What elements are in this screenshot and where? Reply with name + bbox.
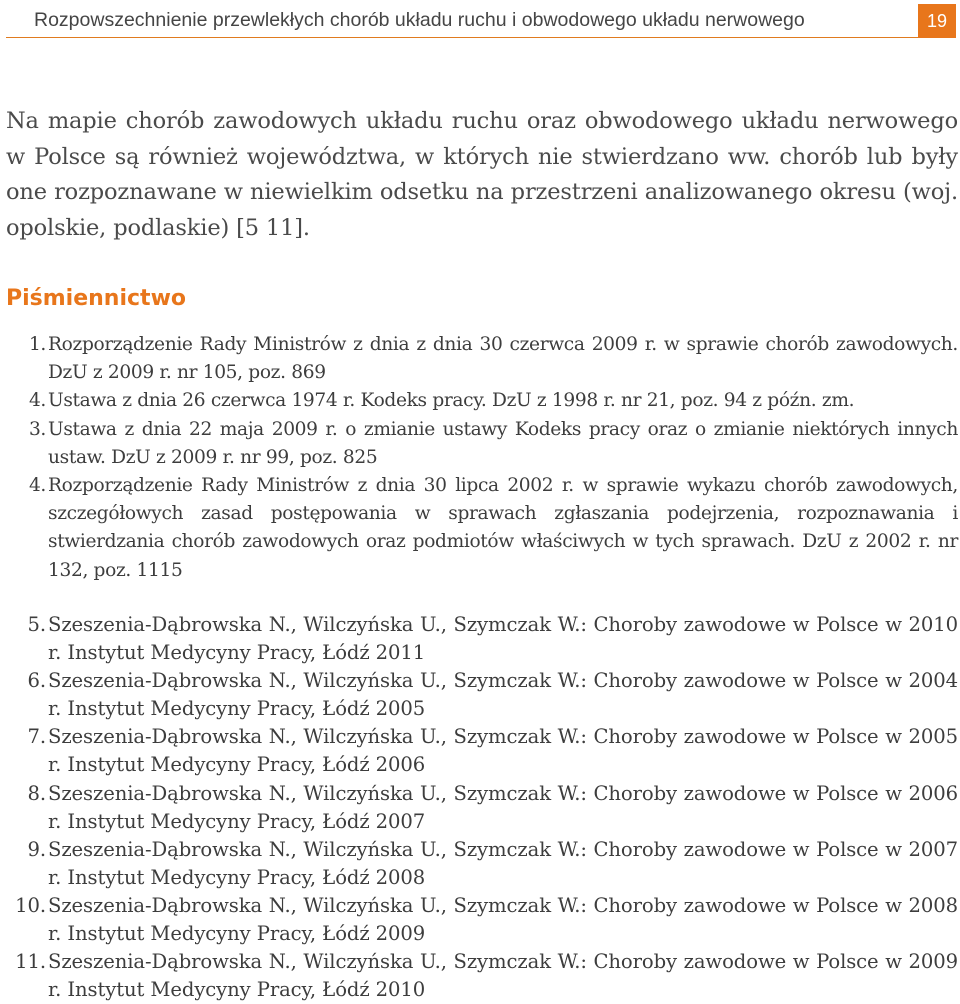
- intro-paragraph: Na mapie chorób zawodowych układu ruchu oraz obwodowego układu nerwowego w Polsce są również województwa, w których nie stwierdzano ww. chorób lub były one rozpoznawane w niewielkim odsetku na przestrzeni analizowanego okresu (woj. opolskie, podlaskie) [5 11].: [6, 108, 958, 241]
- reference-item: [6, 472, 958, 585]
- reference-item: [6, 948, 958, 1004]
- reference-item: [6, 667, 958, 723]
- running-title: Rozpowszechnienie przewlekłych chorób układu ruchu i obwodowego układu nerwowego: [34, 9, 805, 31]
- reference-number: 9.: [27, 837, 46, 861]
- page-number: 19: [918, 4, 956, 38]
- reference-text: Ustawa z dnia 22 maja 2009 r. o zmianie ustawy Kodeks pracy oraz o zmianie niektórych innych ustaw. DzU z 2009 r. nr 99, poz. 825: [48, 418, 958, 468]
- reference-item: [6, 780, 958, 836]
- references-list: [6, 331, 958, 585]
- reference-number: 4.: [28, 390, 46, 412]
- reference-number: 6.: [27, 669, 46, 693]
- reference-item: [6, 387, 958, 415]
- reference-item: [6, 416, 958, 472]
- references-heading: Piśmiennictwo: [6, 286, 187, 311]
- reference-number: 7.: [27, 725, 46, 749]
- running-header: [6, 0, 956, 38]
- reference-text: Szeszenia-Dąbrowska N., Wilczyńska U., Szymczak W.: Choroby zawodowe w Polsce w 2008 r. Instytut Medycyny Pracy, Łódź 2009: [48, 893, 958, 946]
- reference-item: [6, 836, 958, 892]
- references-list-continued: [6, 611, 958, 1004]
- reference-item: [6, 892, 958, 948]
- reference-number: 1.: [28, 334, 46, 355]
- reference-item: [6, 611, 958, 667]
- reference-text: Szeszenia-Dąbrowska N., Wilczyńska U., Szymczak W.: Choroby zawodowe w Polsce w 2005 r. Instytut Medycyny Pracy, Łódź 2006: [48, 725, 958, 777]
- reference-number: 10.: [15, 893, 46, 917]
- reference-text: Szeszenia-Dąbrowska N., Wilczyńska U., Szymczak W.: Choroby zawodowe w Polsce w 2006 r. Instytut Medycyny Pracy, Łódź 2007: [48, 781, 958, 833]
- reference-text: Rozporządzenie Rady Ministrów z dnia 30 lipca 2002 r. w sprawie wykazu chorób zawodowych, szczegółowych zasad postępowania w sprawach zgłaszania podejrzenia, rozpoznawania i stwierdzania chorób zawodowych oraz podmiotów właściwych w tych sprawach. DzU z 2002 r. nr 132, poz. 1115: [48, 475, 958, 581]
- reference-text: Szeszenia-Dąbrowska N., Wilczyńska U., Szymczak W.: Choroby zawodowe w Polsce w 2010 r. Instytut Medycyny Pracy, Łódź 2011: [48, 613, 958, 665]
- reference-text: Ustawa z dnia 26 czerwca 1974 r. Kodeks pracy. DzU z 1998 r. nr 21, poz. 94 z późn. zm.: [48, 390, 855, 412]
- reference-number: 4.: [28, 475, 46, 497]
- reference-item: [6, 723, 958, 779]
- reference-number: 3.: [28, 418, 46, 440]
- reference-text: Szeszenia-Dąbrowska N., Wilczyńska U., Szymczak W.: Choroby zawodowe w Polsce w 2007 r. Instytut Medycyny Pracy, Łódź 2008: [48, 837, 958, 889]
- reference-text: Rozporządzenie Rady Ministrów z dnia z dnia 30 czerwca 2009 r. w sprawie chorób zawodowych. DzU z 2009 r. nr 105, poz. 869: [48, 334, 958, 384]
- reference-text: Szeszenia-Dąbrowska N., Wilczyńska U., Szymczak W.: Choroby zawodowe w Polsce w 2009 r. Instytut Medycyny Pracy, Łódź 2010: [48, 950, 958, 1002]
- reference-number: 11.: [15, 950, 46, 974]
- reference-number: 5.: [27, 613, 46, 636]
- reference-number: 8.: [27, 781, 46, 805]
- reference-text: Szeszenia-Dąbrowska N., Wilczyńska U., Szymczak W.: Choroby zawodowe w Polsce w 2004 r. Instytut Medycyny Pracy, Łódź 2005: [48, 669, 958, 721]
- reference-item: [6, 331, 958, 387]
